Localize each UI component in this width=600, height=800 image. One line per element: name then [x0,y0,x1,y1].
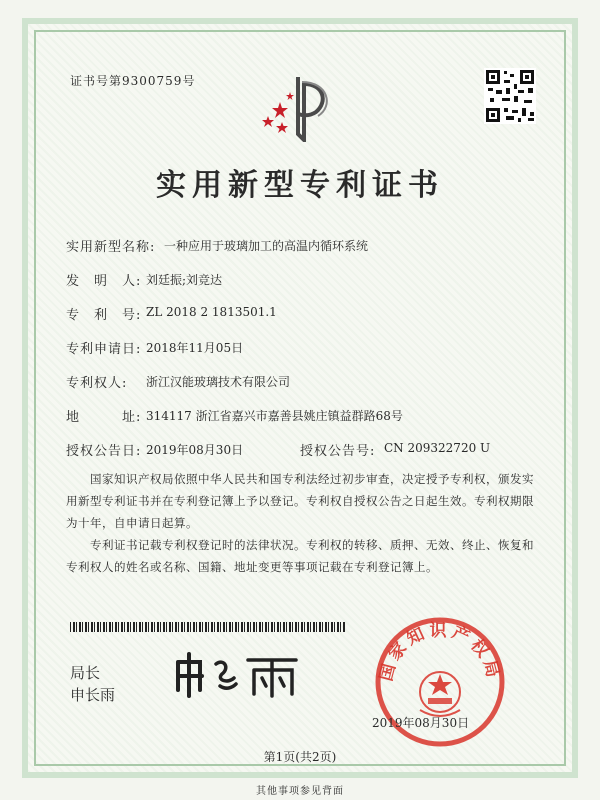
qr-code-icon [484,68,536,124]
grant-paragraph: 国家知识产权局依照中华人民共和国专利法经过初步审查，决定授予专利权，颁发实用新型专利证书并在专利登记簿上予以登记。专利权自授权公告之日起生效。专利权期限为十年，自申请日起算。 [66,472,534,530]
field-label-address: 地 址: [66,410,142,425]
seal-date: 2019年08月30日 [372,716,470,730]
field-label-inventor: 发 明 人: [66,274,142,289]
field-value-inventor: 刘廷振;刘竞达 [146,273,223,287]
certificate-title: 实用新型专利证书 [156,168,444,203]
field-label-patentee: 专利权人: [66,376,128,391]
certificate-number: 证书号第9300759号 [70,74,196,88]
footer-note: 其他事项参见背面 [256,786,344,797]
director-name: 申长雨 [70,686,116,704]
svg-text:国家知识产权局: 国家知识产权局 [376,621,504,684]
legal-status-paragraph: 专利证书记载专利权登记时的法律状况。专利权的转移、质押、无效、终止、恢复和专利权人的姓名或名称、国籍、地址变更等事项记载在专利登记簿上。 [66,538,534,574]
grant-date-value: 2019年08月30日 [146,443,244,457]
field-value-patentee: 浙江汉能玻璃技术有限公司 [146,375,291,389]
grant-date-label: 授权公告日: [66,444,142,459]
cnipa-logo-icon [258,72,338,142]
field-label-patent-number: 专 利 号: [66,308,142,323]
barcode-icon [70,622,346,632]
field-label-application-date: 专利申请日: [66,342,142,357]
field-value-address: 314117 浙江省嘉兴市嘉善县姚庄镇益群路68号 [146,409,403,423]
field-value-name: 一种应用于玻璃加工的高温内循环系统 [164,239,369,253]
director-signature [172,650,302,700]
director-title: 局长 [70,664,101,682]
page-info: 第1页(共2页) [263,750,337,764]
field-value-application-date: 2018年11月05日 [146,341,244,355]
grant-number-label: 授权公告号: [300,444,376,459]
field-value-patent-number: ZL 2018 2 1813501.1 [146,305,277,319]
grant-number-value: CN 209322720 U [384,441,491,455]
field-label-name: 实用新型名称: [66,240,156,255]
